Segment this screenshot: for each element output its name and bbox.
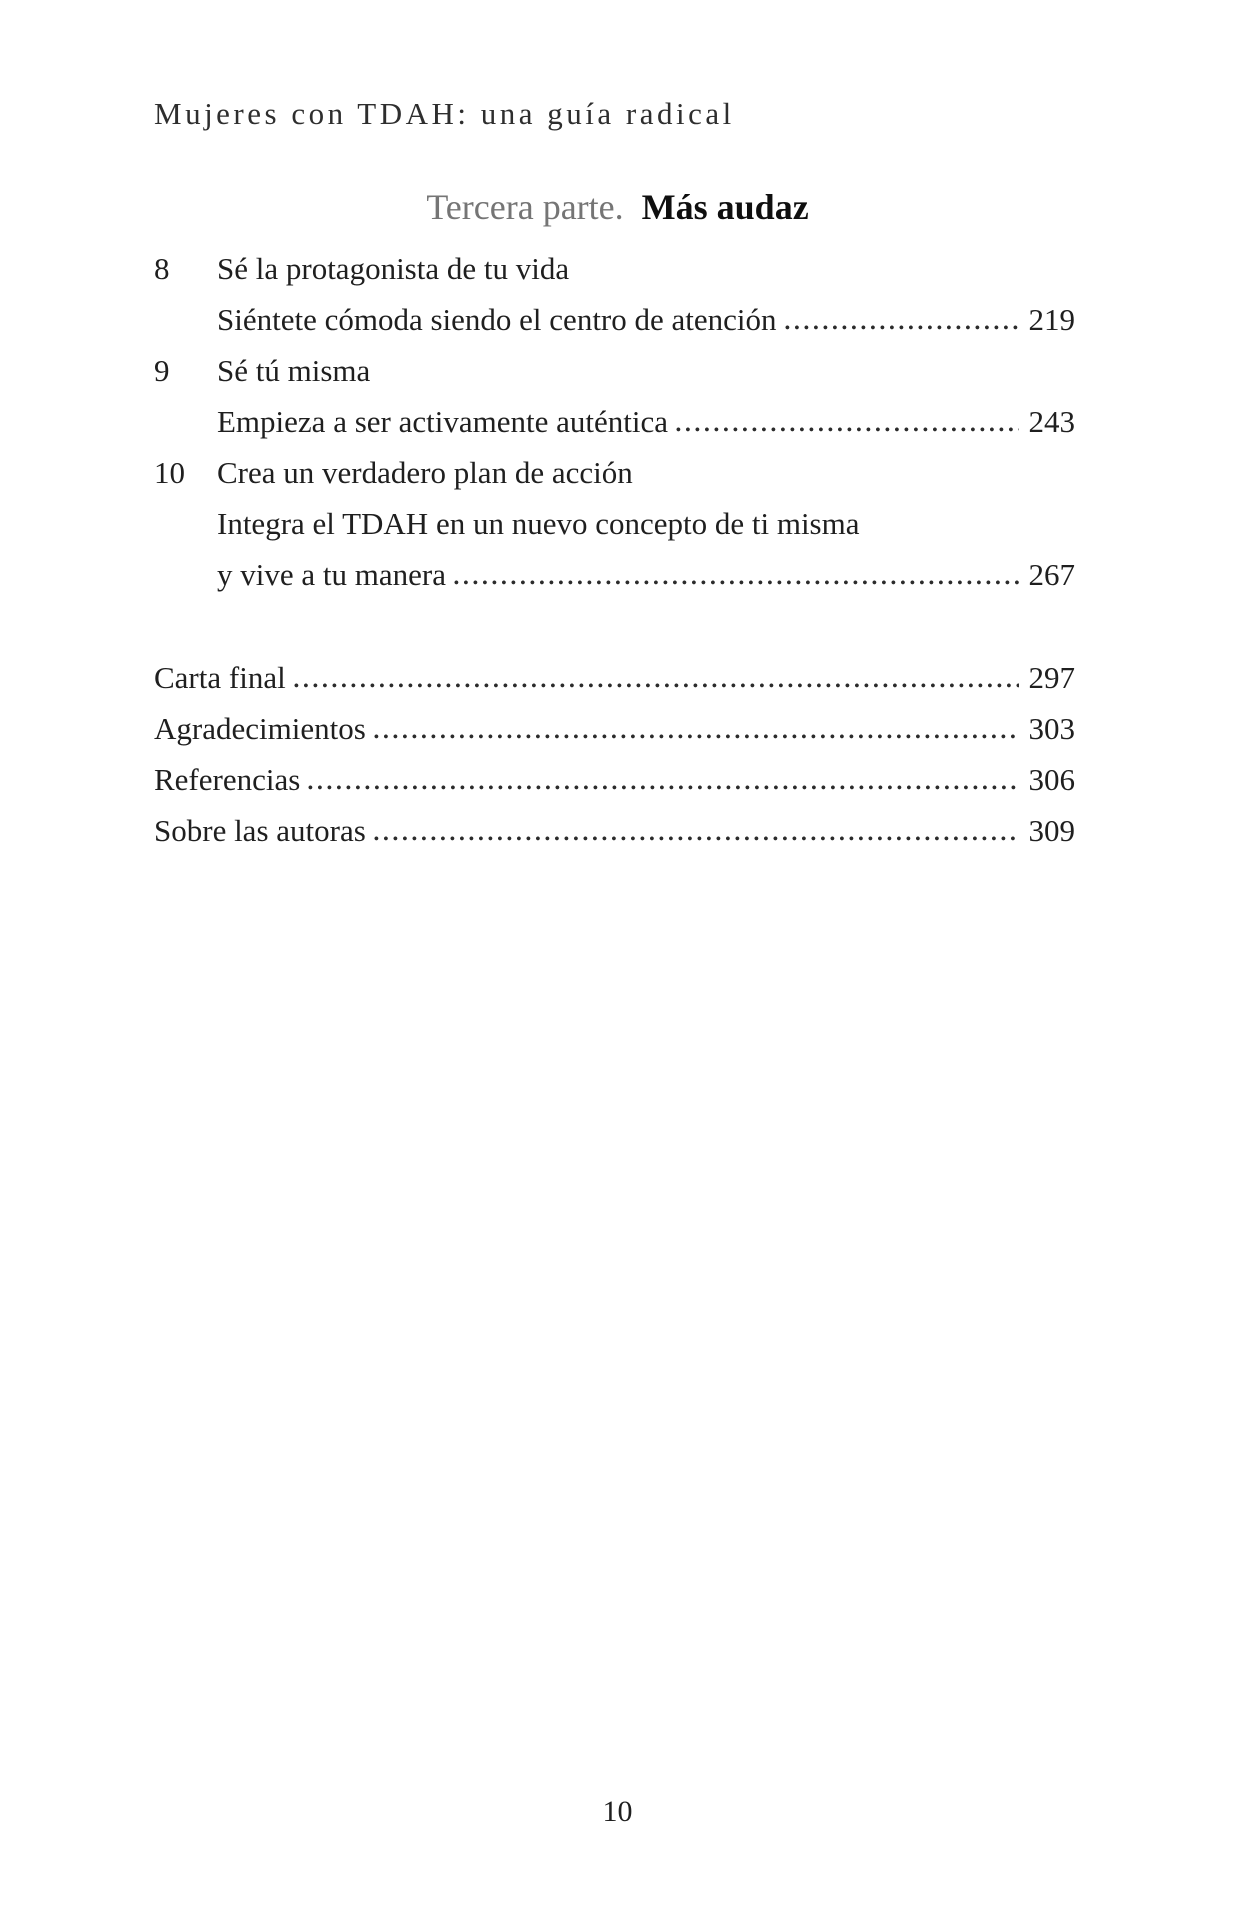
page-ref: 267 (1028, 557, 1075, 592)
dot-leader (676, 427, 1019, 432)
backmatter-row (154, 652, 1075, 703)
chapter-row (154, 243, 1075, 294)
part-title: Más audaz (641, 187, 809, 227)
chapter-number: 8 (154, 251, 170, 286)
dot-leader (454, 580, 1019, 585)
table-of-contents (154, 243, 1075, 856)
chapter-subtitle: Empieza a ser activamente auténtica (217, 404, 668, 439)
backmatter-title: Carta final (154, 660, 286, 695)
backmatter-title: Sobre las autoras (154, 813, 366, 848)
chapter-row (154, 447, 1075, 498)
chapter-subtitle-row (154, 549, 1075, 600)
page-ref: 309 (1028, 813, 1075, 848)
dot-leader (374, 836, 1019, 841)
backmatter-row (154, 703, 1075, 754)
page-number: 10 (602, 1795, 633, 1828)
page-ref: 219 (1028, 302, 1075, 337)
chapter-title: Crea un verdadero plan de acción (217, 455, 633, 490)
page-ref: 303 (1028, 711, 1075, 746)
page-ref: 243 (1028, 404, 1075, 439)
chapter-subtitle: y vive a tu manera (217, 557, 446, 592)
backmatter-row (154, 754, 1075, 805)
chapter-subtitle: Siéntete cómoda siendo el centro de atención (217, 302, 777, 337)
part-label: Tercera parte. (426, 187, 624, 227)
dot-leader (294, 683, 1019, 688)
running-header: Mujeres con TDAH: una guía radical (154, 96, 735, 131)
page-ref: 306 (1028, 762, 1075, 797)
part-heading (0, 186, 1235, 228)
chapter-number: 10 (154, 455, 185, 490)
dot-leader (785, 325, 1019, 330)
chapter-number: 9 (154, 353, 170, 388)
chapter-subtitle: Integra el TDAH en un nuevo concepto de ti misma (217, 506, 860, 541)
backmatter-row (154, 805, 1075, 856)
chapter-title: Sé tú misma (217, 353, 371, 388)
part-heading-space (633, 187, 642, 227)
backmatter-title: Agradecimientos (154, 711, 366, 746)
dot-leader (374, 734, 1019, 739)
chapter-subtitle-row (154, 498, 1075, 549)
section-gap (154, 600, 1075, 652)
chapter-row (154, 345, 1075, 396)
chapter-subtitle-row (154, 396, 1075, 447)
chapter-title: Sé la protagonista de tu vida (217, 251, 570, 286)
page-ref: 297 (1028, 660, 1075, 695)
dot-leader (308, 785, 1018, 790)
chapter-subtitle-row (154, 294, 1075, 345)
backmatter-title: Referencias (154, 762, 301, 797)
